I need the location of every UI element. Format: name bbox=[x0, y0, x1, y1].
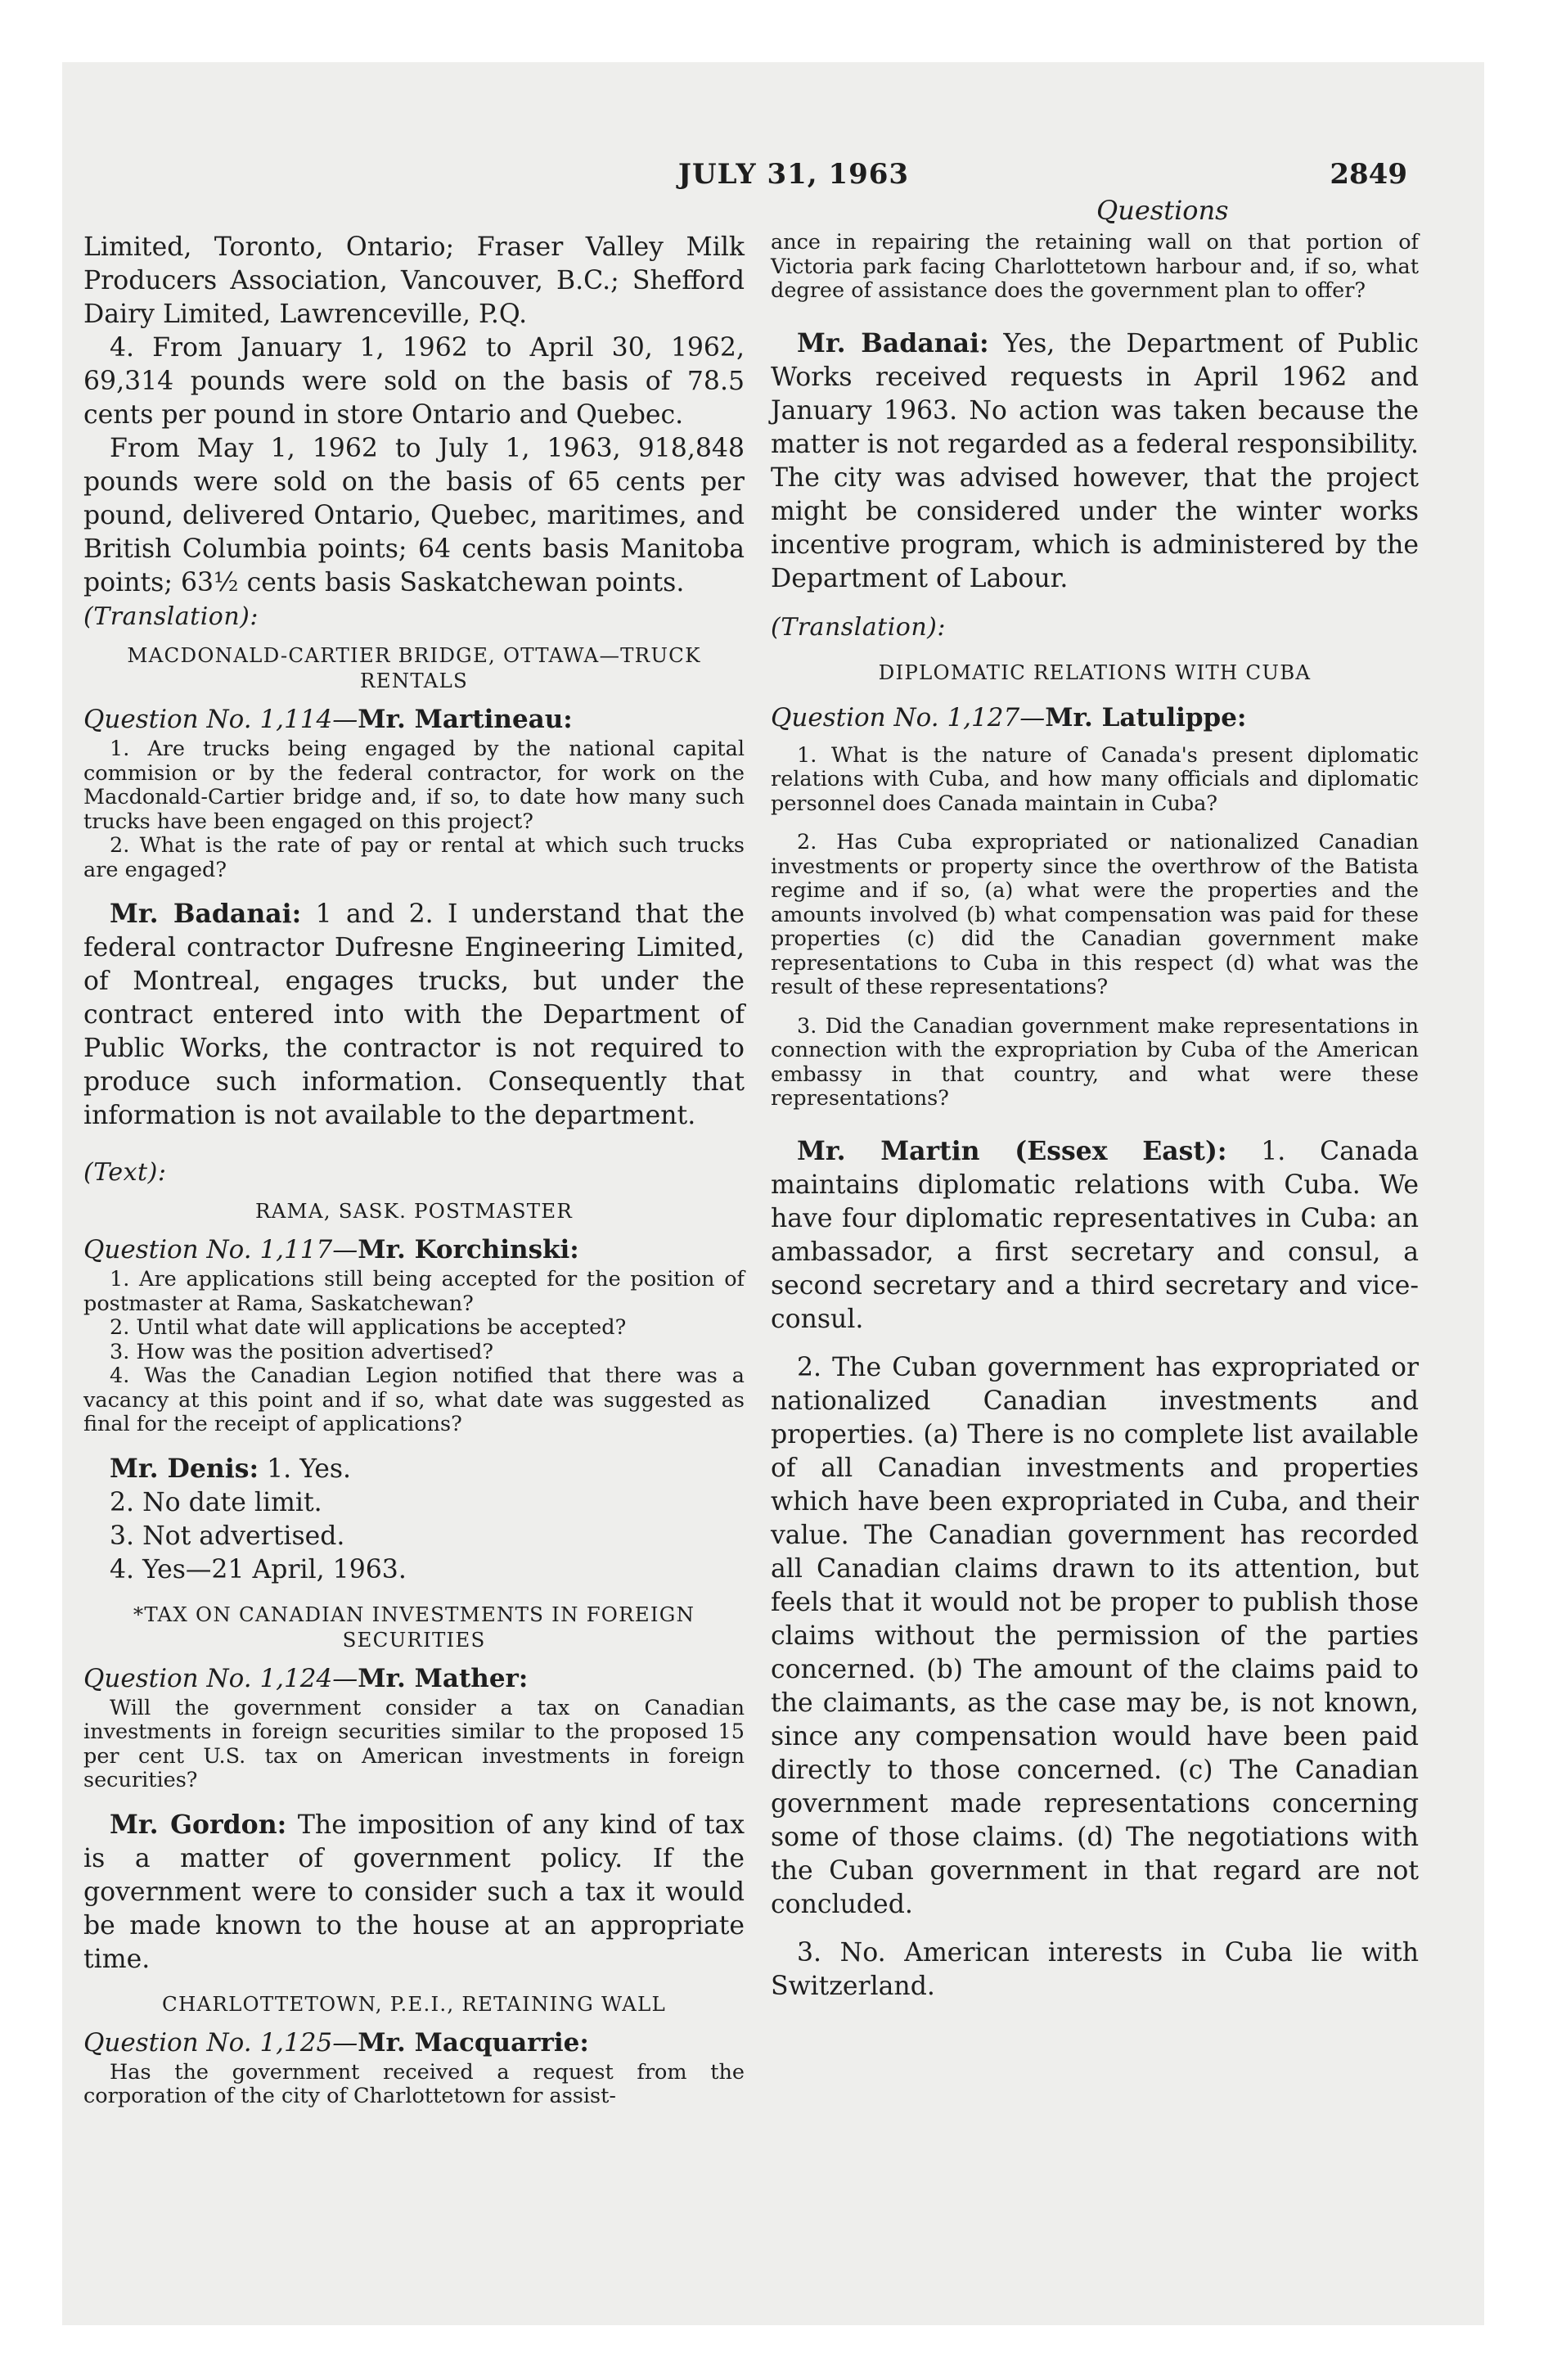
answer-paragraph: From May 1, 1962 to July 1, 1963, 918,848 pounds were sold on the basis of 65 cents per pound, delivered Ontario, Quebec, maritimes, and British Columbia points; 64 cents basis Manitoba points; 63½ cents basis Saskatchewan points. bbox=[83, 434, 745, 597]
speaker-name: Mr. Badanai: bbox=[110, 899, 302, 929]
question-text bbox=[83, 2061, 745, 2109]
question-item: 3. Did the Canadian government make representations in connection with the expropriation by Cuba of the American embassy in that country, and what were these representations? bbox=[771, 1013, 1419, 1111]
question-number: Question No. 1,117— bbox=[83, 1235, 358, 1264]
header-date: JULY 31, 1963 bbox=[677, 158, 910, 191]
question-member: Mr. Korchinski: bbox=[358, 1235, 579, 1264]
question-item: 2. Until what date will applications be accepted? bbox=[110, 1315, 627, 1340]
question-item: 3. How was the position advertised? bbox=[110, 1339, 494, 1364]
answer-paragraph bbox=[771, 1134, 1419, 1336]
question-member: Mr. Macquarrie: bbox=[358, 2027, 589, 2058]
question-text bbox=[83, 1697, 745, 1793]
question-text bbox=[771, 744, 1419, 1111]
question-member: Mr. Martineau: bbox=[358, 705, 573, 734]
answer-paragraph: 3. No. American interests in Cuba lie with Switzerland. bbox=[771, 1937, 1419, 2001]
answer-line bbox=[83, 1452, 745, 1486]
question-item: 4. Was the Canadian Legion notified that there was a vacancy at this point and if so, what date was suggested as final for the receipt of applications? bbox=[83, 1364, 745, 1436]
answer-paragraph bbox=[83, 1808, 745, 1977]
question-line bbox=[771, 700, 1419, 736]
answer-text: 1. Canada maintains diplomatic relations with Cuba. We have four diplomatic representatives in Cuba: an ambassador, a first secretary and consul, a second secretary and a third secretary and vice-consul. bbox=[771, 1136, 1419, 1334]
left-column bbox=[83, 231, 745, 2109]
running-header bbox=[82, 158, 1407, 226]
speaker-name: Mr. Denis: bbox=[110, 1453, 259, 1484]
question-number: Question No. 1,114— bbox=[83, 705, 358, 734]
question-item: 1. What is the nature of Canada's present diplomatic relations with Cuba, and how many officials and diplomatic personnel does Canada maintain in Cuba? bbox=[771, 742, 1419, 816]
question-number: Question No. 1,127— bbox=[771, 702, 1046, 732]
section-heading: MACDONALD-CARTIER BRIDGE, OTTAWA—TRUCK RENTALS bbox=[127, 643, 701, 692]
question-line bbox=[83, 1661, 745, 1697]
section-heading: *TAX ON CANADIAN INVESTMENTS IN FOREIGN SECURITIES bbox=[133, 1602, 695, 1652]
answer-text: 1. Yes. bbox=[259, 1454, 352, 1484]
answer-line: 3. Not advertised. bbox=[110, 1521, 345, 1551]
answer-text: The imposition of any kind of tax is a matter of government policy. If the government were to consider such a tax it would be made known to the house at an appropriate time. bbox=[83, 1810, 745, 1974]
question-member: Mr. Mather: bbox=[358, 1663, 529, 1693]
section-title: Questions bbox=[1096, 195, 1229, 226]
answer-paragraph bbox=[83, 897, 745, 1133]
section-heading: CHARLOTTETOWN, P.E.I., RETAINING WALL bbox=[162, 1991, 666, 2016]
question-number: Question No. 1,124— bbox=[83, 1663, 358, 1693]
question-line bbox=[83, 701, 745, 737]
question-line bbox=[83, 2025, 745, 2061]
question-item: Has the government received a request from the corporation of the city of Charlottetown for assist- bbox=[83, 2059, 745, 2108]
question-text bbox=[83, 1268, 745, 1437]
speaker-name: Mr. Martin (Essex East): bbox=[797, 1135, 1227, 1166]
translation-label: (Translation): bbox=[83, 602, 259, 631]
speaker-name: Mr. Gordon: bbox=[110, 1809, 287, 1840]
section-heading: DIPLOMATIC RELATIONS WITH CUBA bbox=[878, 660, 1312, 684]
answer-paragraph: 2. The Cuban government has expropriated or nationalized Canadian investments and properties. (a) There is no complete list available of all Canadian investments and properties which have been expropriated in Cuba, and their value. The Canadian government has recorded all Canadian claims drawn to its attention, but feels that it would not be proper to publish those claims without the permission of the parties concerned. (b) The amount of the claims paid to the claimants, as the case may be, is not known, since any compensation would have been paid directly to those concerned. (c) The Canadian government made representations concerning some of those claims. (d) The negotiations with the Cuban government in that regard are not concluded. bbox=[771, 1352, 1419, 1919]
answer-line: 4. Yes—21 April, 1963. bbox=[110, 1554, 407, 1584]
answer-paragraph: 4. From January 1, 1962 to April 30, 1962, 69,314 pounds were sold on the basis of 78.5 cents per pound in store Ontario and Quebec. bbox=[83, 333, 745, 430]
question-text bbox=[83, 737, 745, 882]
question-text bbox=[771, 231, 1419, 304]
section-heading: RAMA, SASK. POSTMASTER bbox=[255, 1199, 573, 1223]
answer-line: 2. No date limit. bbox=[110, 1487, 322, 1517]
answer-text: Yes, the Department of Public Works received requests in April 1962 and January 1963. No action was taken because the matter is not regarded as a federal responsibility. The city was advised however, that the project might be considered under the winter works incentive program, which is administered by the Department of Labour. bbox=[771, 328, 1419, 593]
right-column bbox=[771, 231, 1419, 2004]
question-item: 1. Are trucks being engaged by the national capital commision or by the federal contractor, for work on the Macdonald-Cartier bridge and, if so, to date how many such trucks have been engaged on this project? bbox=[83, 737, 745, 834]
translation-label: (Translation): bbox=[771, 612, 946, 642]
answer-paragraph bbox=[771, 327, 1419, 596]
speaker-name: Mr. Badanai: bbox=[797, 327, 989, 358]
question-number: Question No. 1,125— bbox=[83, 2027, 358, 2058]
question-item: 2. Has Cuba expropriated or nationalized Canadian investments or property since the overthrow of the Batista regime and if so, (a) what were the properties and the amounts involved (b) what compensation was paid for these properties (c) did the Canadian government make representations to Cuba in this respect (d) what was the result of these representations? bbox=[771, 830, 1419, 999]
answer-text: 1 and 2. I understand that the federal contractor Dufresne Engineering Limited, of Montreal, engages trucks, but under the contract entered into with the Department of Public Works, the contractor is not required to produce such information. Consequently that information is not available to the department. bbox=[83, 899, 745, 1130]
question-item: Will the government consider a tax on Canadian investments in foreign securities similar to the proposed 15 per cent U.S. tax on American investments in foreign securities? bbox=[83, 1695, 745, 1792]
question-member: Mr. Latulippe: bbox=[1045, 702, 1247, 732]
question-item: 1. Are applications still being accepted for the position of postmaster at Rama, Saskatchewan? bbox=[83, 1267, 745, 1316]
text-label: (Text): bbox=[83, 1158, 167, 1187]
question-item: 2. What is the rate of pay or rental at which such trucks are engaged? bbox=[83, 833, 745, 882]
page-number: 2849 bbox=[1330, 158, 1407, 191]
question-line bbox=[83, 1232, 745, 1268]
question-continuation: ance in repairing the retaining wall on that portion of Victoria park facing Charlottetown harbour and, if so, what degree of assistance does the government plan to offer? bbox=[771, 230, 1419, 303]
answer-continuation: Limited, Toronto, Ontario; Fraser Valley Milk Producers Association, Vancouver, B.C.; Shefford Dairy Limited, Lawrenceville, P.Q. bbox=[83, 232, 745, 329]
